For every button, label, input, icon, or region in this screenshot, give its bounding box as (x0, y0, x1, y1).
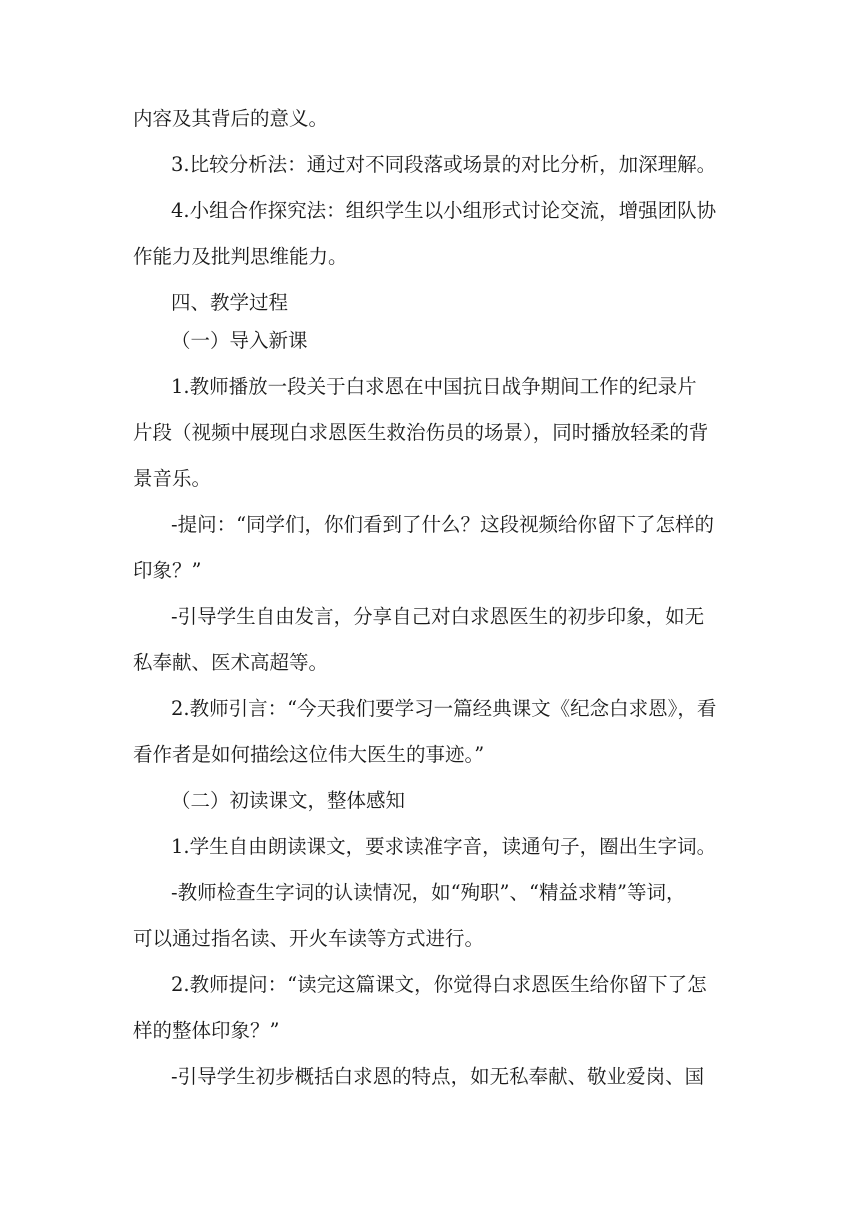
section-heading: 四、教学过程 (171, 291, 289, 314)
text-line: 2.教师引言：“今天我们要学习一篇经典课文《纪念白求恩》，看 (171, 697, 717, 720)
text-line: 印象？” (133, 559, 202, 582)
text-line: 1.学生自由朗读课文，要求读准字音，读通句子，圈出生字词。 (171, 835, 717, 858)
text-line: 片段（视频中展现白求恩医生救治伤员的场景），同时播放轻柔的背 (133, 421, 709, 444)
text-line: -教师检查生字词的认读情况，如“殉职”、“精益求精”等词， (171, 881, 686, 904)
document-body (133, 107, 731, 1089)
text-line: 样的整体印象？” (133, 1019, 280, 1042)
text-line: 3.比较分析法：通过对不同段落或场景的对比分析，加深理解。 (171, 153, 717, 176)
text-line: -引导学生初步概括白求恩的特点，如无私奉献、敬业爱岗、国 (171, 1065, 705, 1088)
text-line: -提问：“同学们，你们看到了什么？这段视频给你留下了怎样的 (171, 513, 715, 536)
text-line: 作能力及批判思维能力。 (133, 245, 348, 268)
text-line: 1.教师播放一段关于白求恩在中国抗日战争期间工作的纪录片 (171, 375, 697, 398)
subsection-heading: （二）初读课文，整体感知 (171, 789, 406, 812)
text-line: 私奉献、医术高超等。 (133, 651, 329, 674)
subsection-heading: （一）导入新课 (171, 329, 308, 352)
text-line: 可以通过指名读、开火车读等方式进行。 (133, 927, 485, 950)
text-line: 4.小组合作探究法：组织学生以小组形式讨论交流，增强团队协 (171, 199, 717, 222)
text-line: 景音乐。 (133, 467, 212, 490)
text-line: -引导学生自由发言，分享自己对白求恩医生的初步印象，如无 (171, 605, 705, 628)
text-line: 2.教师提问：“读完这篇课文，你觉得白求恩医生给你留下了怎 (171, 973, 707, 996)
text-line: 看作者是如何描绘这位伟大医生的事迹。” (133, 743, 485, 766)
text-line: 内容及其背后的意义。 (133, 107, 329, 130)
